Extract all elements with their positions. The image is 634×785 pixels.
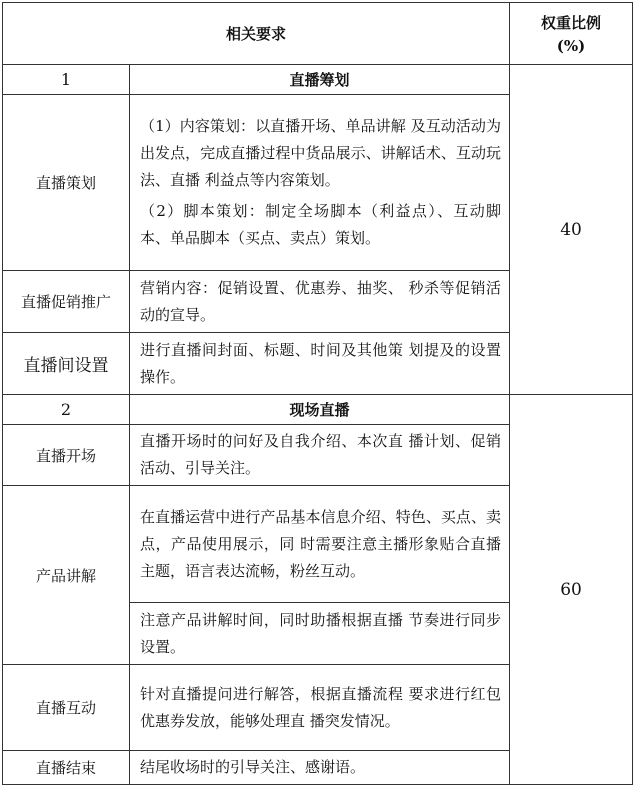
description-paragraph: 进行直播间封面、标题、时间及其他策 划提及的设置操作。 xyxy=(140,340,502,386)
row-description xyxy=(130,425,510,486)
requirements-table xyxy=(2,2,633,785)
description-paragraph: 注意产品讲解时间，同时助播根据直播 节奏进行同步设置。 xyxy=(140,610,502,656)
row-label: 直播互动 xyxy=(3,665,130,751)
description-paragraph: （1）内容策划：以直播开场、单品讲解 及互动活动为出发点，完成直播过程中货品展示、讲解话术、互动玩法、直播 利益点等内容策划。 xyxy=(140,117,502,189)
row-description xyxy=(130,271,510,333)
section-number: 1 xyxy=(3,65,130,95)
row-description xyxy=(130,486,510,603)
section-title: 现场直播 xyxy=(130,395,510,425)
section-weight: 60 xyxy=(510,395,633,785)
section-number: 2 xyxy=(3,395,130,425)
row-description xyxy=(130,333,510,395)
row-label: 直播促销推广 xyxy=(3,271,130,333)
description-paragraph: 营销内容：促销设置、优惠券、抽奖、 秒杀等促销活动的宣导。 xyxy=(140,278,502,324)
row-label: 直播策划 xyxy=(3,95,130,271)
header-requirements: 相关要求 xyxy=(3,3,510,65)
row-description xyxy=(130,95,510,271)
section-weight: 40 xyxy=(510,65,633,395)
description-paragraph: 在直播运营中进行产品基本信息介绍、特色、买点、卖点，产品使用展示，同 时需要注意主播形象贴合直播主题，语言表达流畅，粉丝互动。 xyxy=(140,507,502,580)
row-label: 产品讲解 xyxy=(3,486,130,665)
row-description xyxy=(130,751,510,785)
row-description xyxy=(130,603,510,665)
header-weight-label: 权重比例 xyxy=(541,14,602,32)
description-paragraph: 直播开场时的问好及自我介绍、本次直 播计划、促销活动、引导关注。 xyxy=(140,432,502,477)
description-paragraph: 针对直播提问进行解答，根据直播流程 要求进行红包优惠券发放，能够处理直 播突发情况。 xyxy=(140,684,502,730)
section-title: 直播筹划 xyxy=(130,65,510,95)
row-label: 直播间设置 xyxy=(3,333,130,395)
header-weight-unit: (%) xyxy=(556,37,586,55)
header-weight xyxy=(510,3,633,65)
row-description xyxy=(130,665,510,751)
description-paragraph: 结尾收场时的引导关注、感谢语。 xyxy=(140,758,366,776)
row-label: 直播开场 xyxy=(3,425,130,486)
row-label: 直播结束 xyxy=(3,751,130,785)
description-paragraph: （2）脚本策划：制定全场脚本（利益点）、互动脚本、单品脚本（买点、卖点）策划。 xyxy=(140,202,502,247)
